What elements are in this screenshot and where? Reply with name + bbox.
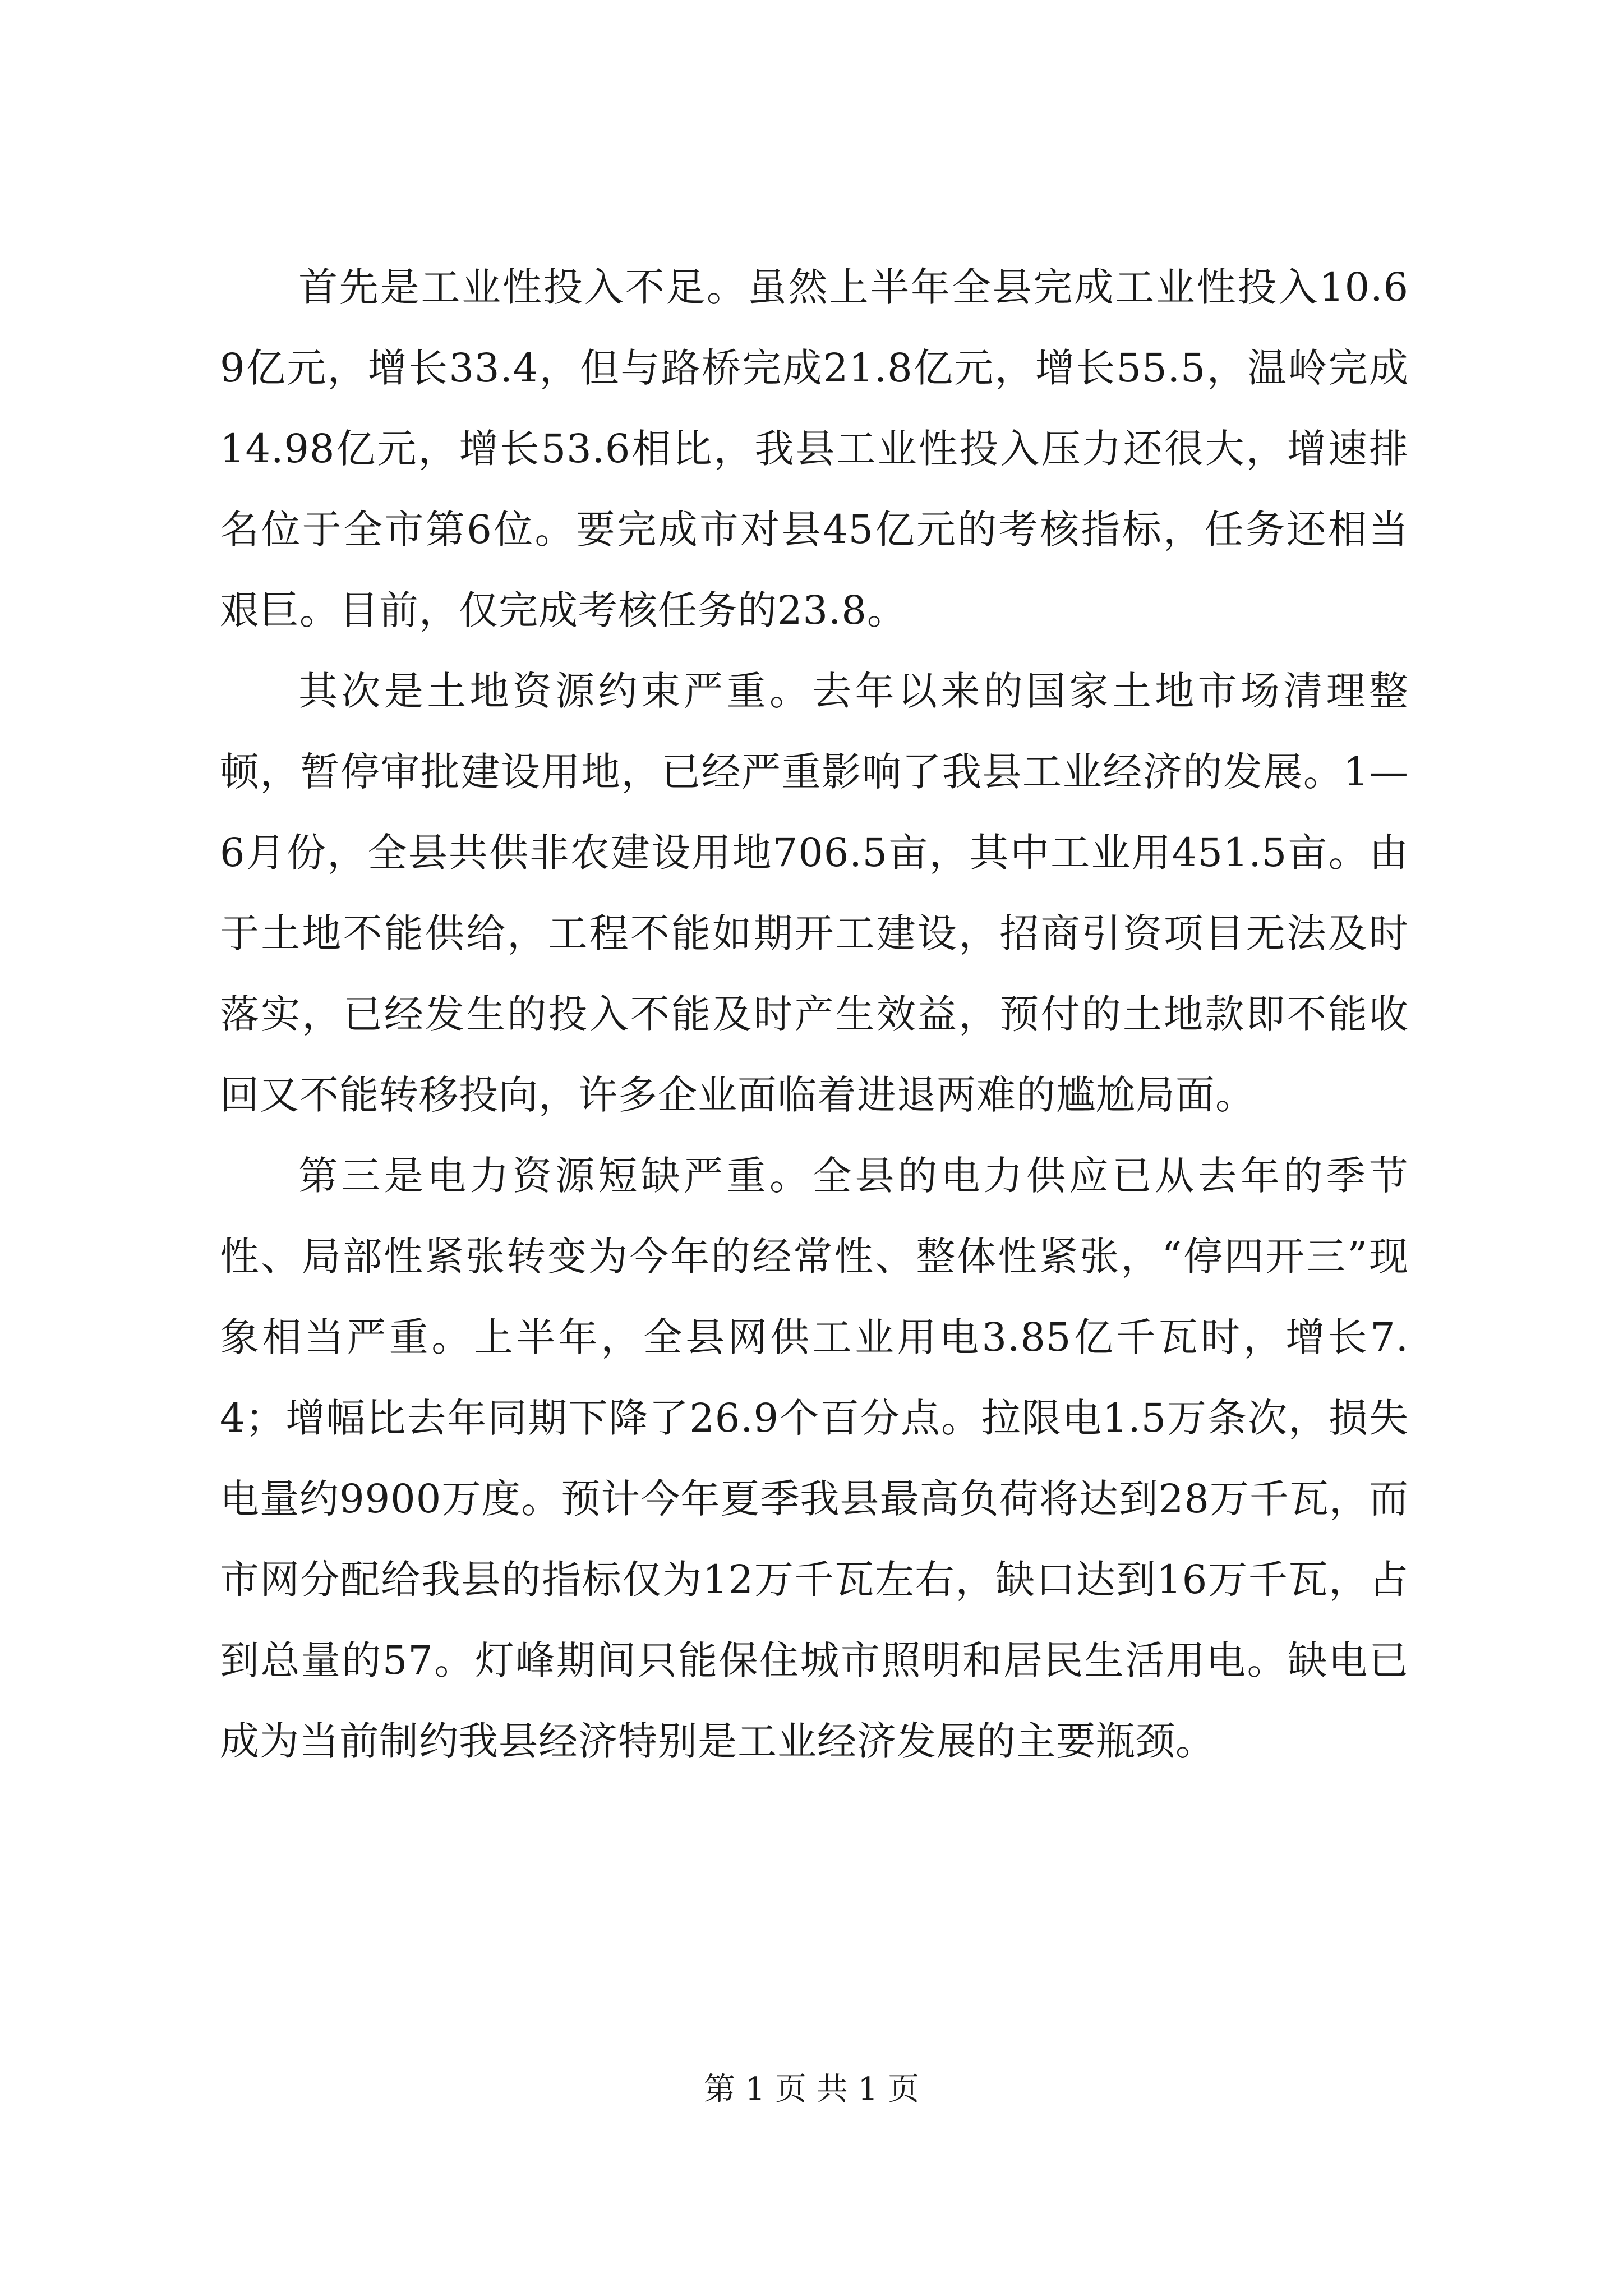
page-number: 第 1 页 共 1 页 (703, 2071, 920, 2108)
paragraph-power-shortage: 第三是电力资源短缺严重。全县的电力供应已从去年的季节性、局部性紧张转变为今年的经常性、整体性紧张，“停四开三”现象相当严重。上半年，全县网供工业用电3.85亿千瓦时，增长7.4；增幅比去年同期下降了26.9个百分点。拉限电1.5万条次，损失电量约9900万度。预计今年夏季我县最高负荷将达到28万千瓦，而市网分配给我县的指标仅为12万千瓦左右，缺口达到16万千瓦，占到总量的57。灯峰期间只能保住城市照明和居民生活用电。缺电已成为当前制约我县经济特别是工业经济发展的主要瓶颈。 (220, 1153, 1409, 1764)
paragraph-land-resources: 其次是土地资源约束严重。去年以来的国家土地市场清理整顿，暂停审批建设用地，已经严重影响了我县工业经济的发展。1—6月份，全县共供非农建设用地706.5亩，其中工业用451.5亩。由于土地不能供给，工程不能如期开工建设，招商引资项目无法及时落实，已经发生的投入不能及时产生效益，预付的土地款即不能收回又不能转移投向，许多企业面临着进退两难的尴尬局面。 (220, 668, 1409, 1118)
paragraph-industrial-investment: 首先是工业性投入不足。虽然上半年全县完成工业性投入10.69亿元，增长33.4，但与路桥完成21.8亿元，增长55.5，温岭完成14.98亿元，增长53.6相比，我县工业性投入压力还很大，增速排名位于全市第6位。要完成市对县45亿元的考核指标，任务还相当艰巨。目前，仅完成考核任务的23.8。 (220, 264, 1409, 633)
document-body (220, 247, 1409, 1782)
